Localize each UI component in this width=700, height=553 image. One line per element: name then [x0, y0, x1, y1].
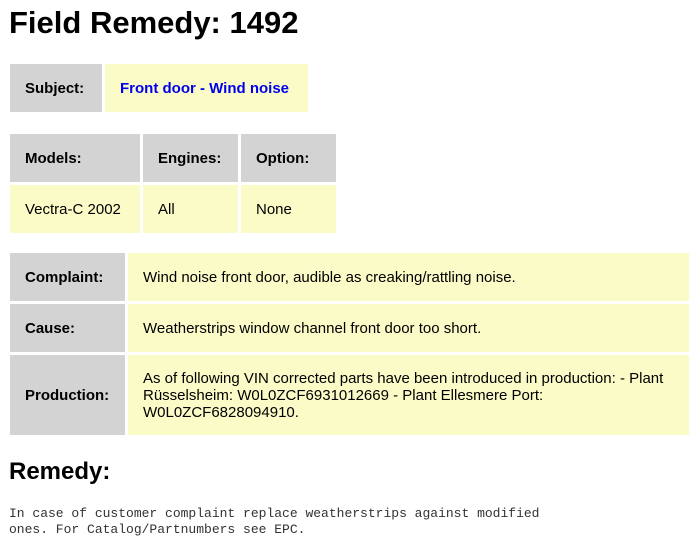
- option-header: Option:: [241, 134, 336, 182]
- page-title: Field Remedy: 1492: [9, 5, 299, 40]
- remedy-heading: Remedy:: [9, 458, 111, 485]
- complaint-text: Wind noise front door, audible as creaking/rattling noise.: [128, 253, 689, 301]
- engines-header: Engines:: [143, 134, 238, 182]
- subject-label: Subject:: [10, 64, 102, 112]
- cause-text: Weatherstrips window channel front door too short.: [128, 304, 689, 352]
- production-text: As of following VIN corrected parts have been introduced in production: - Plant Rüsselsheim: W0L0ZCF6931012669 - Plant Ellesmere Port: W0L0ZCF6828094910.: [128, 355, 689, 435]
- subject-value: Front door - Wind noise: [105, 64, 308, 112]
- remedy-text: In case of customer complaint replace weatherstrips against modified ones. For Catalog/Partnumbers see EPC.: [9, 506, 540, 537]
- details-table: [7, 250, 692, 438]
- specs-table: [7, 131, 339, 236]
- subject-table: [7, 61, 311, 115]
- engines-value: All: [143, 185, 238, 233]
- production-label: Production:: [10, 355, 125, 435]
- cause-label: Cause:: [10, 304, 125, 352]
- option-value: None: [241, 185, 336, 233]
- models-header: Models:: [10, 134, 140, 182]
- models-value: Vectra-C 2002: [10, 185, 140, 233]
- complaint-label: Complaint:: [10, 253, 125, 301]
